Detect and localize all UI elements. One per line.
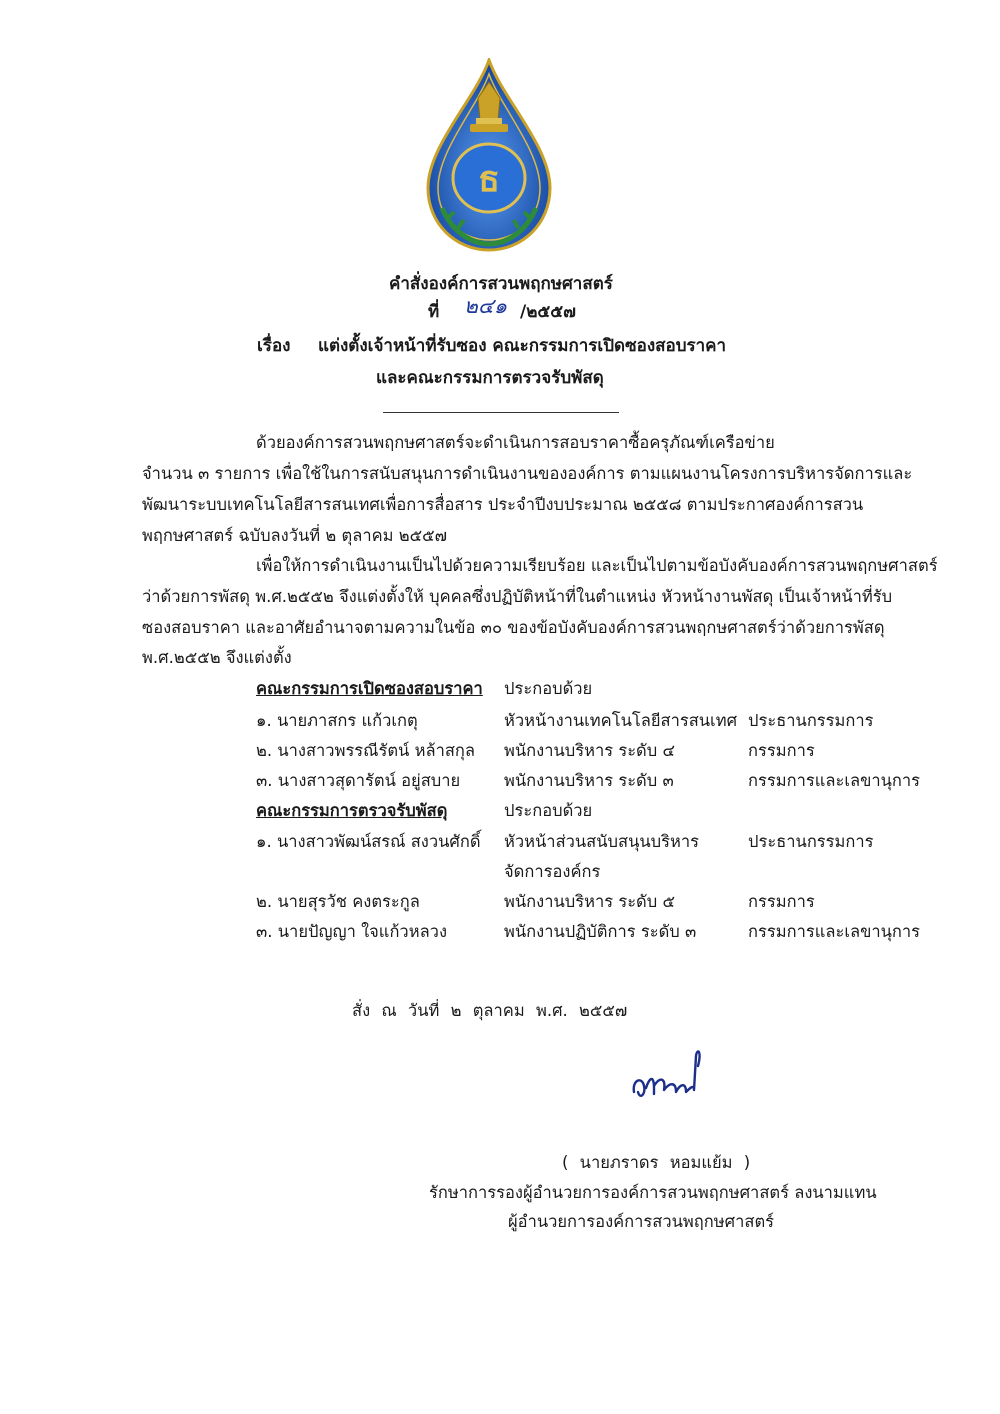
svg-text:ธ: ธ xyxy=(478,158,500,200)
order-number-handwritten: ๒๔๑ xyxy=(464,294,508,318)
member-position: พนักงานบริหาร ระดับ ๓ xyxy=(504,771,674,790)
member-role: ประธานกรรมการ xyxy=(748,832,874,851)
subject-label: เรื่อง xyxy=(257,336,291,356)
order-number-suffix: /๒๕๕๗ xyxy=(520,302,576,322)
member-role: กรรมการ xyxy=(748,741,815,760)
committee2-consists: ประกอบด้วย xyxy=(504,801,593,820)
member-position: หัวหน้างานเทคโนโลยีสารสนเทศ xyxy=(504,711,738,730)
paragraph1-line: ด้วยองค์การสวนพฤกษศาสตร์จะดำเนินการสอบราคาซื้อครุภัณฑ์เครือข่าย xyxy=(256,433,775,452)
committee1-heading: คณะกรรมการเปิดซองสอบราคา xyxy=(256,679,483,698)
order-number-prefix: ที่ xyxy=(428,302,440,322)
committee1-consists: ประกอบด้วย xyxy=(504,679,593,698)
member-role: กรรมการ xyxy=(748,892,815,911)
member-position: พนักงานบริหาร ระดับ ๔ xyxy=(504,741,675,760)
member-position: พนักงานปฏิบัติการ ระดับ ๓ xyxy=(504,922,697,941)
member-name: ๒. นางสาวพรรณีรัตน์ หล้าสกุล xyxy=(256,741,476,760)
member-position-continued: จัดการองค์กร xyxy=(504,862,601,881)
signer-title-line-1: รักษาการรองผู้อำนวยการองค์การสวนพฤกษศาสตร์ ลงนามแทน xyxy=(429,1183,877,1202)
handwritten-signature-icon xyxy=(624,1036,724,1116)
paragraph2-line: พ.ศ.๒๕๕๒ จึงแต่งตั้ง xyxy=(142,648,292,667)
member-role: กรรมการและเลขานุการ xyxy=(748,771,921,790)
header-divider xyxy=(383,412,619,413)
signer-name: ( นายภราดร หอมแย้ม ) xyxy=(562,1153,751,1172)
member-position: หัวหน้าส่วนสนับสนุนบริหาร xyxy=(504,832,699,851)
member-role: กรรมการและเลขานุการ xyxy=(748,922,921,941)
order-title: คำสั่งองค์การสวนพฤกษศาสตร์ xyxy=(389,274,613,294)
member-name: ๓. นายปัญญา ใจแก้วหลวง xyxy=(256,922,448,941)
signer-title-line-2: ผู้อำนวยการองค์การสวนพฤกษศาสตร์ xyxy=(508,1212,775,1231)
member-position: พนักงานบริหาร ระดับ ๕ xyxy=(504,892,675,911)
paragraph1-line: พฤกษศาสตร์ ฉบับลงวันที่ ๒ ตุลาคม ๒๕๕๗ xyxy=(142,526,448,545)
paragraph2-line: ซองสอบราคา และอาศัยอำนาจตามความในข้อ ๓๐ ของข้อบังคับองค์การสวนพฤกษศาสตร์ว่าด้วยการพัสดุ xyxy=(142,618,885,637)
paragraph2-line: เพื่อให้การดำเนินงานเป็นไปด้วยความเรียบร้อย และเป็นไปตามข้อบังคับองค์การสวนพฤกษศาสตร์ xyxy=(256,556,938,575)
subject-line-2: และคณะกรรมการตรวจรับพัสดุ xyxy=(376,368,604,388)
paragraph1-line: จำนวน ๓ รายการ เพื่อใช้ในการสนับสนุนการดำเนินงานขององค์การ ตามแผนงานโครงการบริหารจัดการและ xyxy=(142,464,913,483)
member-name: ๒. นายสุรวัช คงตระกูล xyxy=(256,892,420,911)
member-name: ๑. นายภาสกร แก้วเกตุ xyxy=(256,711,418,730)
member-name: ๑. นางสาวพัฒน์สรณ์ สงวนศักดิ์ xyxy=(256,832,481,851)
committee2-heading: คณะกรรมการตรวจรับพัสดุ xyxy=(256,801,448,820)
order-date: สั่ง ณ วันที่ ๒ ตุลาคม พ.ศ. ๒๕๕๗ xyxy=(352,1001,628,1020)
subject-line-1: แต่งตั้งเจ้าหน้าที่รับซอง คณะกรรมการเปิดซองสอบราคา xyxy=(318,336,727,356)
organization-emblem-icon xyxy=(418,58,560,254)
paragraph2-line: ว่าด้วยการพัสดุ พ.ศ.๒๕๕๒ จึงแต่งตั้งให้ บุคคลซึ่งปฏิบัติหน้าที่ในตำแหน่ง หัวหน้างานพัสดุ เป็นเจ้าหน้าที่รับ xyxy=(142,587,893,606)
member-name: ๓. นางสาวสุดารัตน์ อยู่สบาย xyxy=(256,771,461,790)
paragraph1-line: พัฒนาระบบเทคโนโลยีสารสนเทศเพื่อการสื่อสาร ประจำปีงบประมาณ ๒๕๕๘ ตามประกาศองค์การสวน xyxy=(142,495,864,514)
member-role: ประธานกรรมการ xyxy=(748,711,874,730)
